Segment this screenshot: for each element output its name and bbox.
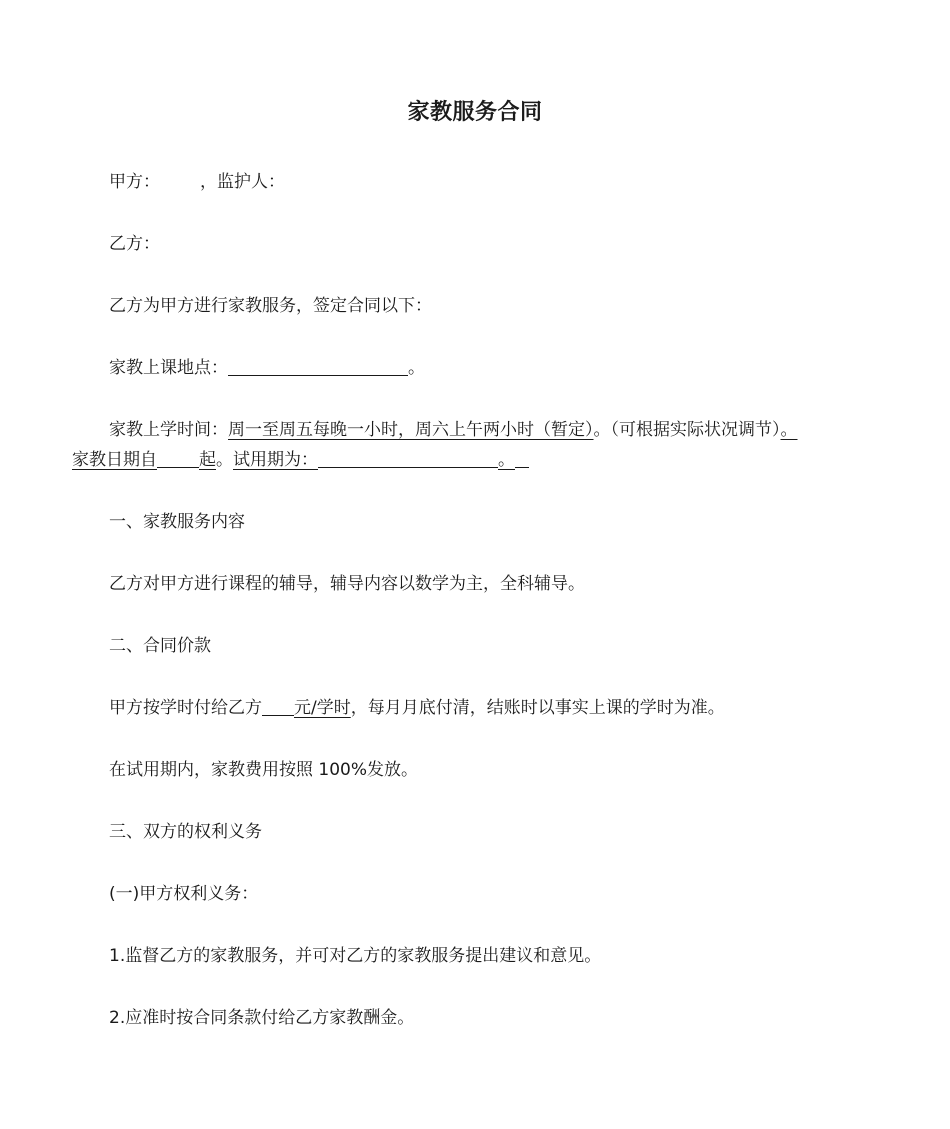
- time-label: 家教上学时间：: [109, 420, 228, 440]
- fee-blank: [262, 696, 294, 716]
- trial-fee-line: 在试用期内，家教费用按照 100%发放。: [109, 760, 419, 780]
- time-period: 。: [593, 420, 611, 440]
- page-title: 家教服务合同: [407, 100, 543, 125]
- clause-item-2: 2.应准时按合同条款付给乙方家教酬金。: [109, 1008, 415, 1028]
- date-line: [72, 446, 529, 474]
- location-blank: [228, 356, 408, 376]
- date-period: 。: [216, 450, 233, 470]
- sub-a-heading: (一)甲方权利义务：: [109, 884, 259, 904]
- party-b-label: 乙方：: [109, 234, 160, 254]
- trial-blank: [318, 448, 498, 468]
- clause-item-1: 1.监督乙方的家教服务，并可对乙方的家教服务提出建议和意见。: [109, 946, 602, 966]
- date-blank: [157, 448, 199, 468]
- time-note-end: 。: [780, 420, 798, 440]
- date-mid: 起: [199, 450, 216, 470]
- fee-unit: 元/学时: [294, 698, 351, 718]
- section1-text: 乙方对甲方进行课程的辅导，辅导内容以数学为主，全科辅导。: [109, 574, 585, 594]
- fee-line: [109, 694, 725, 722]
- trial-label: 试用期为：: [233, 450, 318, 470]
- party-a-label: 甲方：: [109, 172, 160, 192]
- location-line: [109, 354, 425, 382]
- party-a-line: [109, 168, 285, 196]
- time-value: 周一至周五每晚一小时，周六上午两小时（暂定）: [228, 420, 594, 440]
- date-prefix: 家教日期自: [72, 450, 157, 470]
- time-line: [109, 416, 808, 444]
- section1-heading: 一、家教服务内容: [109, 512, 245, 532]
- party-a-guardian-label: ，监护人：: [200, 172, 285, 192]
- intro-paragraph: 乙方为甲方进行家教服务，签定合同以下：: [109, 296, 432, 316]
- party-b-line: [109, 230, 160, 258]
- fee-prefix: 甲方按学时付给乙方: [109, 698, 262, 718]
- time-note: （可根据实际状况调节）: [610, 420, 781, 440]
- trial-end: 。: [498, 450, 515, 470]
- location-label: 家教上课地点：: [109, 358, 228, 378]
- section2-heading: 二、合同价款: [109, 636, 211, 656]
- section3-heading: 三、双方的权利义务: [109, 822, 262, 842]
- location-end: 。: [408, 358, 425, 378]
- fee-suffix: ，每月月底付清，结账时以事实上课的学时为准。: [350, 698, 725, 718]
